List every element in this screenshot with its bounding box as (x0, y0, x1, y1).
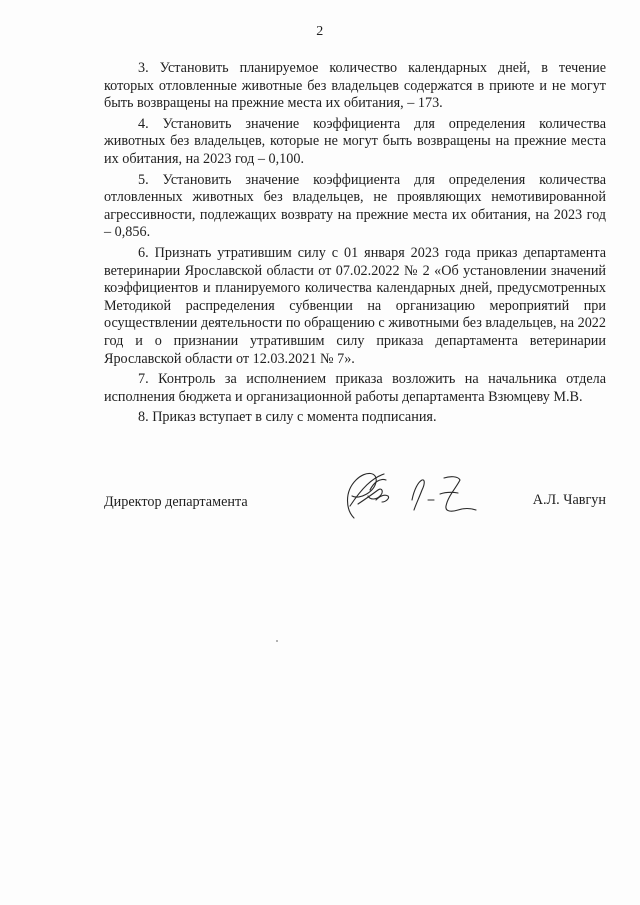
page-number: 2 (316, 24, 324, 39)
scan-speck (276, 640, 278, 642)
paragraph-item-3: 3. Установить планируемое количество календарных дней, в течение которых отловленные животные без владельцев содержатся в приюте и не могут быть возвращены на прежние места их обитания, – 173. (104, 60, 606, 112)
paragraph-item-4: 4. Установить значение коэффициента для определения количества животных без владельцев, которые не могут быть возвращены на прежние места их обитания, на 2023 год – 0,100. (104, 115, 606, 167)
paragraph-item-7: 7. Контроль за исполнением приказа возложить на начальника отдела исполнения бюджета и организационной работы департамента Взюмцеву М.В. (104, 371, 606, 405)
signatory-position: Директор департамента (104, 494, 248, 510)
signatory-name: А.Л. Чавгун (532, 492, 606, 508)
handwritten-signature-icon (326, 460, 486, 530)
paragraph-item-8: 8. Приказ вступает в силу с момента подписания. (138, 409, 437, 426)
paragraph-item-6: 6. Признать утратившим силу с 01 января 2023 года приказ департамента ветеринарии Ярославской области от 07.02.2022 № 2 «Об установлении значений коэффициентов и планируемого количества календарных дней, предусмотренных Методикой распределения субвенции на организацию мероприятий при осуществлении деятельности по обращению с животными без владельцев, на 2022 год и о признании утратившим силу приказа департамента ветеринарии Ярославской области от 12.03.2021 № 7». (104, 244, 606, 367)
signature-block (104, 488, 606, 528)
document-body (104, 60, 606, 429)
paragraph-item-5: 5. Установить значение коэффициента для определения количества отловленных животных без владельцев, не проявляющих немотивированной агрессивности, подлежащих возврату на прежние места их обитания, на 2023 год – 0,856. (104, 171, 606, 241)
